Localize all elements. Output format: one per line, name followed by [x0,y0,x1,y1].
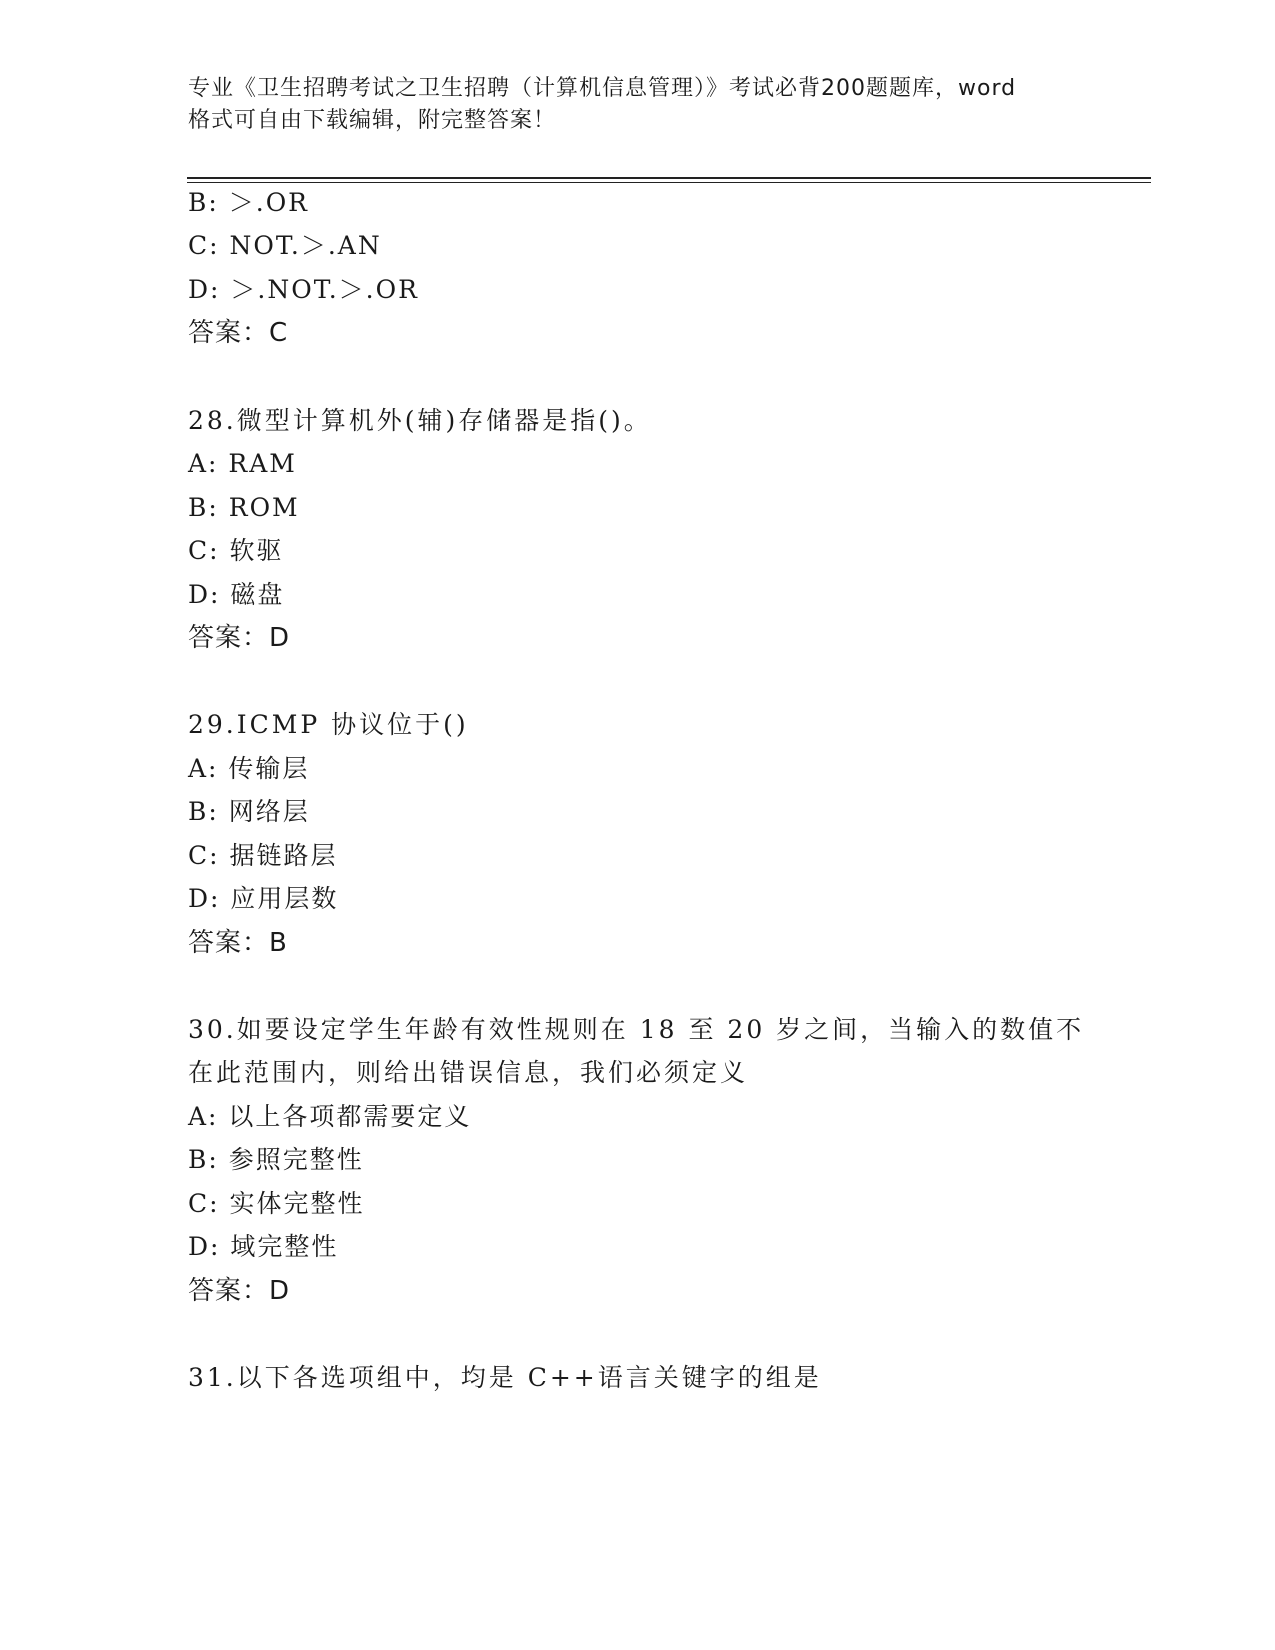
question-29-option-d: D: 应用层数 [188,884,339,913]
header-divider-thin [187,182,1151,183]
question-28-option-a: A: RAM [188,449,297,478]
option-c: C: NOT.＞.AN [188,231,382,260]
question-31-stem: 31.以下各选项组中，均是 C++语言关键字的组是 [188,1363,822,1392]
question-28-answer: 答案：D [188,623,291,653]
document-header [188,73,1088,137]
header-line-2: 格式可自由下载编辑，附完整答案！ [188,108,557,133]
question-30-option-b: B: 参照完整性 [188,1145,364,1174]
question-28-stem: 28.微型计算机外(辅)存储器是指()。 [188,406,652,435]
question-29-option-c: C: 据链路层 [188,841,338,870]
answer: 答案：C [188,318,289,348]
header-divider-thick [187,177,1151,179]
question-28-option-d: D: 磁盘 [188,580,285,609]
question-30-option-a: A: 以上各项都需要定义 [188,1102,472,1131]
question-29-stem: 29.ICMP 协议位于() [188,710,469,739]
header-line-1: 专业《卫生招聘考试之卫生招聘（计算机信息管理）》考试必背200题题库，word [188,76,1017,101]
question-30-stem-line-2: 在此范围内，则给出错误信息，我们必须定义 [188,1058,749,1087]
question-28-option-c: C: 软驱 [188,536,284,565]
question-29-answer: 答案：B [188,928,288,958]
option-d: D: ＞.NOT.＞.OR [188,275,419,304]
question-30-stem-line-1: 30.如要设定学生年龄有效性规则在 18 至 20 岁之间，当输入的数值不 [188,1015,1085,1044]
question-29-option-b: B: 网络层 [188,797,310,826]
question-29-option-a: A: 传输层 [188,754,310,783]
question-28-option-b: B: ROM [188,493,300,522]
question-30-answer: 答案：D [188,1276,291,1306]
question-30-option-c: C: 实体完整性 [188,1189,365,1218]
question-30-option-d: D: 域完整性 [188,1232,339,1261]
option-b: B: ＞.OR [188,188,310,217]
